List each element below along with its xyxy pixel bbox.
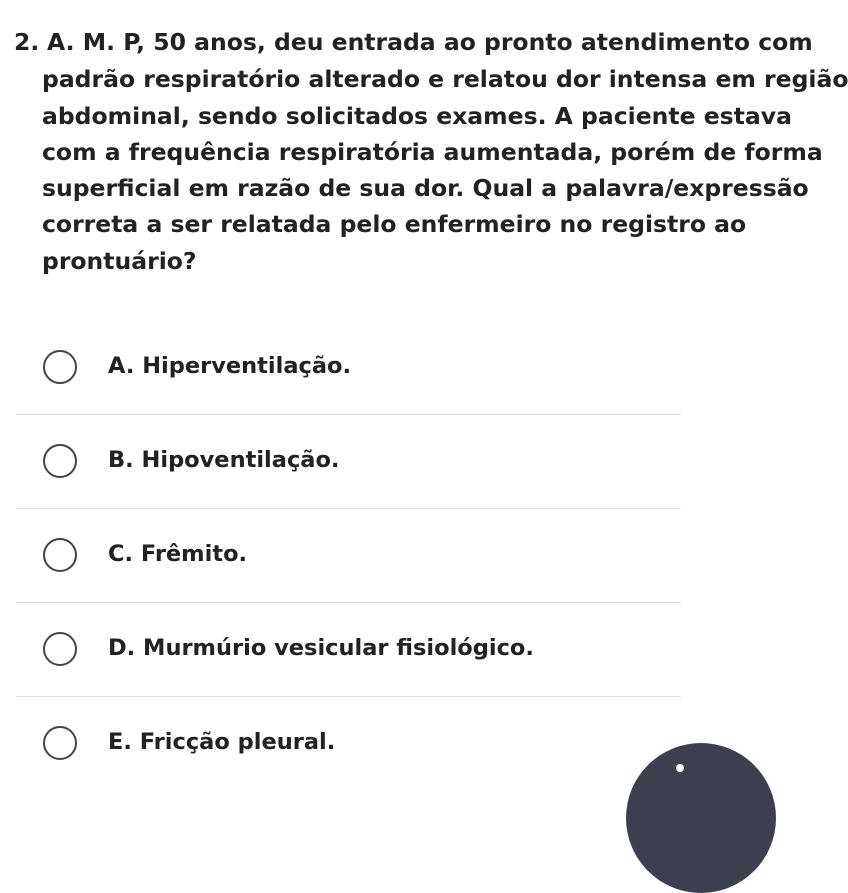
floating-action-button[interactable] bbox=[626, 743, 776, 893]
question-text-line: correta a ser relatada pelo enfermeiro no registro ao bbox=[42, 210, 747, 238]
option-label: C. Frêmito. bbox=[108, 541, 248, 567]
radio-button-icon[interactable] bbox=[43, 444, 77, 478]
option-divider bbox=[16, 696, 681, 697]
question-number: 2. bbox=[14, 28, 40, 56]
radio-button-icon[interactable] bbox=[43, 726, 77, 760]
option-divider bbox=[16, 508, 681, 509]
question-text-line: padrão respiratório alterado e relatou dor intensa em região bbox=[42, 65, 848, 93]
option-d[interactable] bbox=[0, 618, 701, 678]
option-divider bbox=[16, 602, 681, 603]
option-e[interactable] bbox=[0, 712, 701, 772]
question-block bbox=[0, 22, 848, 282]
question-text-line: abdominal, sendo solicitados exames. A paciente estava bbox=[42, 102, 792, 130]
option-b[interactable] bbox=[0, 430, 701, 490]
radio-button-icon[interactable] bbox=[43, 632, 77, 666]
question-text-line: A. M. P, 50 anos, deu entrada ao pronto atendimento com bbox=[47, 28, 813, 56]
question-text-line: superficial em razão de sua dor. Qual a palavra/expressão bbox=[42, 174, 809, 202]
option-label: D. Murmúrio vesicular fisiológico. bbox=[108, 635, 534, 661]
question-text-line: com a frequência respiratória aumentada, porém de forma bbox=[42, 138, 823, 166]
option-a[interactable] bbox=[0, 336, 701, 396]
option-label: E. Fricção pleural. bbox=[108, 729, 336, 755]
option-divider bbox=[16, 414, 681, 415]
question-text-line: prontuário? bbox=[42, 247, 197, 275]
option-c[interactable] bbox=[0, 524, 701, 584]
radio-button-icon[interactable] bbox=[43, 350, 77, 384]
option-label: A. Hiperventilação. bbox=[108, 353, 352, 379]
option-label: B. Hipoventilação. bbox=[108, 447, 340, 473]
fab-dot-icon bbox=[676, 764, 684, 772]
radio-button-icon[interactable] bbox=[43, 538, 77, 572]
